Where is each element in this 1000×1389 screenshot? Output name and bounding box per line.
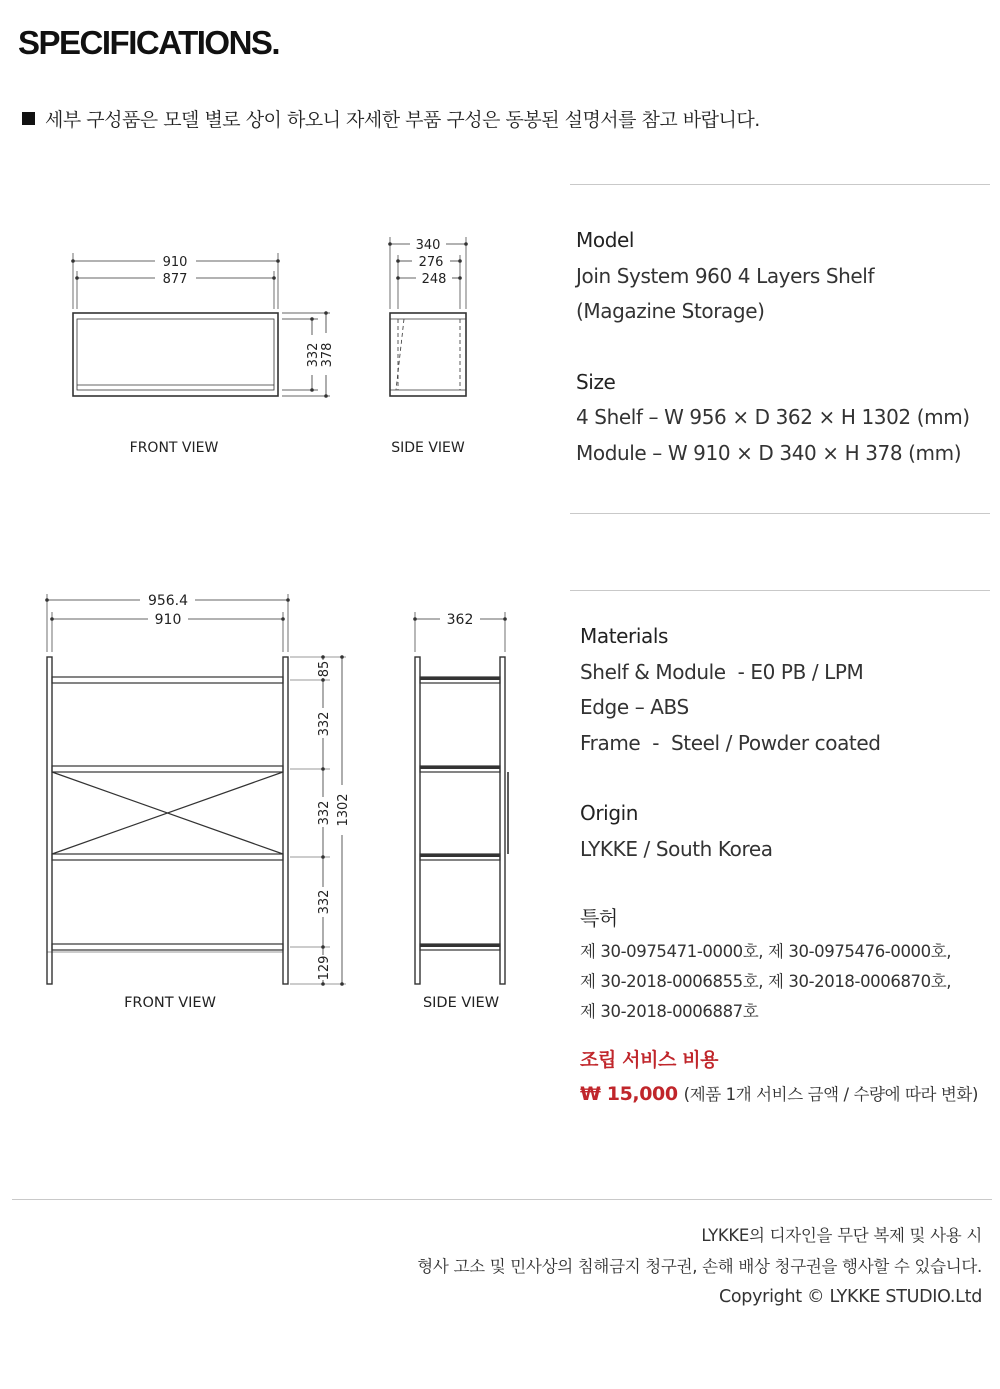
patent-label: 특허: [580, 906, 618, 930]
dim-shelf-width-outer: 956.4: [147, 593, 189, 609]
divider-mid-1: [570, 513, 990, 514]
dim-module-width-inner: 877: [162, 272, 188, 287]
dim-side-depth-mid: 276: [418, 255, 444, 270]
dim-shelf-gap-1: 332: [317, 711, 332, 737]
size-label: Size: [576, 369, 616, 394]
origin-label: Origin: [580, 801, 639, 825]
size-module: Module – W 910 × D 340 × H 378 (mm): [576, 440, 962, 465]
model-name: Join System 960 4 Layers Shelf: [576, 263, 875, 288]
divider-top: [570, 184, 990, 185]
dim-module-height-outer: 378: [320, 342, 335, 368]
materials-label: Materials: [580, 624, 669, 648]
page-title: SPECIFICATIONS.: [18, 24, 280, 61]
dim-shelf-bottom-gap: 129: [317, 955, 332, 981]
module-drawing: [0, 225, 560, 465]
dim-shelf-top-gap: 85: [317, 660, 332, 678]
module-side-view-label: SIDE VIEW: [391, 440, 465, 456]
footer-line-1: LYKKE의 디자인을 무단 복제 및 사용 시: [701, 1226, 982, 1245]
material-frame: Frame - Steel / Powder coated: [580, 730, 881, 755]
material-shelf: Shelf & Module - E0 PB / LPM: [580, 659, 864, 684]
service-price-row: [580, 1076, 978, 1113]
patent-line-3: 제 30-2018-0006887호: [580, 1001, 759, 1021]
patent-line-2: 제 30-2018-0006855호, 제 30-2018-0006870호,: [580, 971, 952, 991]
dim-shelf-depth: 362: [446, 612, 474, 628]
spec-materials-origin: [580, 619, 978, 1113]
shelf-front-view-label: FRONT VIEW: [124, 995, 216, 1011]
spec-model-size: [576, 223, 970, 471]
patent-line-1: 제 30-0975471-0000호, 제 30-0975476-0000호,: [580, 941, 952, 961]
module-front-view-label: FRONT VIEW: [129, 440, 219, 456]
footer-copyright: Copyright © LYKKE STUDIO.Ltd: [718, 1287, 982, 1307]
origin-value: LYKKE / South Korea: [580, 836, 773, 861]
dim-side-depth-inner: 248: [421, 272, 447, 287]
shelf-side-view-label: SIDE VIEW: [422, 995, 500, 1011]
footer: [417, 1220, 982, 1313]
bullet-square-icon: [22, 112, 35, 125]
service-label: 조립 서비스 비용: [580, 1048, 719, 1071]
dim-module-height-inner: 332: [306, 342, 321, 368]
size-shelf: 4 Shelf – W 956 × D 362 × H 1302 (mm): [576, 405, 970, 429]
material-edge: Edge – ABS: [580, 695, 689, 719]
dim-shelf-gap-2: 332: [317, 800, 332, 826]
model-sub: (Magazine Storage): [576, 299, 765, 323]
dim-module-width-outer: 910: [162, 255, 188, 270]
service-price: ₩ 15,000: [580, 1083, 678, 1105]
model-label: Model: [576, 228, 635, 252]
dim-shelf-width-inner: 910: [154, 612, 182, 628]
dim-side-depth-outer: 340: [415, 238, 441, 253]
notice: [22, 105, 760, 132]
shelf-drawing: [0, 580, 560, 1020]
dim-shelf-total-height: 1302: [336, 793, 351, 827]
dim-shelf-gap-3: 332: [317, 889, 332, 915]
divider-mid-2: [570, 590, 990, 591]
divider-footer: [12, 1199, 992, 1200]
notice-text: 세부 구성품은 모델 별로 상이 하오니 자세한 부품 구성은 동봉된 설명서를 참고 바랍니다.: [45, 109, 760, 131]
service-note: (제품 1개 서비스 금액 / 수량에 따라 변화): [683, 1085, 979, 1104]
footer-line-2: 형사 고소 및 민사상의 침해금지 청구권, 손해 배상 청구권을 행사할 수 있습니다.: [417, 1257, 982, 1276]
